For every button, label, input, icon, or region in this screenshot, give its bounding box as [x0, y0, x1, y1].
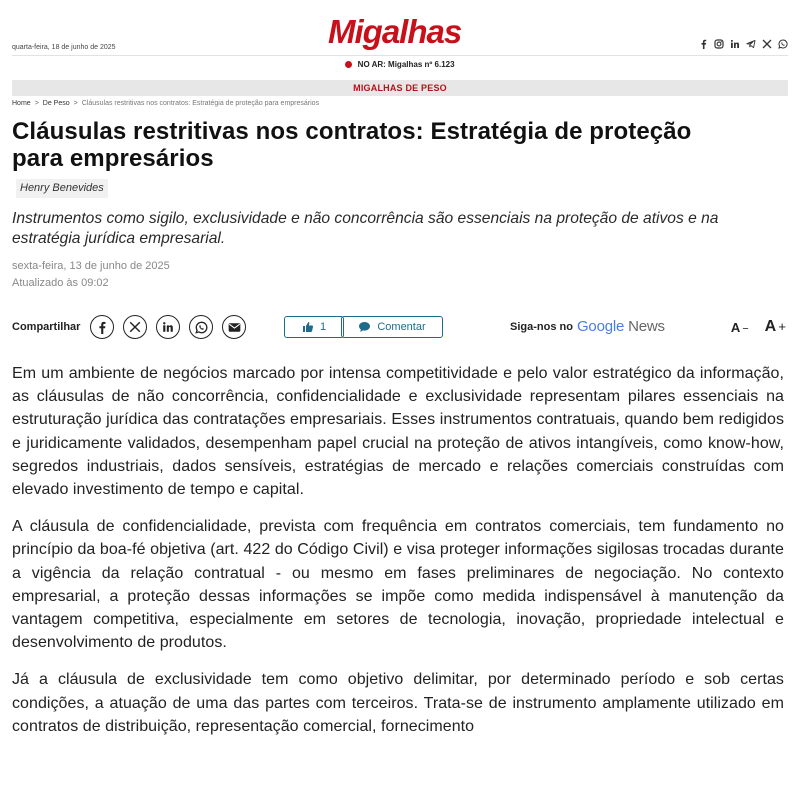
on-air-text: NO AR: Migalhas nº 6.123: [357, 60, 455, 69]
font-size-controls: [731, 318, 786, 336]
plus-icon: +: [778, 319, 786, 334]
author-link[interactable]: Henry Benevides: [16, 179, 108, 198]
article-lead: Instrumentos como sigilo, exclusividade e não concorrência são essenciais na proteção de ativos e na estratégia jurídica empresarial.: [12, 210, 719, 247]
google-news-follow[interactable]: [510, 318, 665, 335]
google-news-logo: [577, 318, 665, 335]
share-label: Compartilhar: [12, 321, 81, 333]
header-social: [698, 39, 788, 49]
news-word: News: [628, 318, 665, 335]
header-divider: [12, 55, 788, 56]
breadcrumb-separator: >: [34, 100, 39, 107]
comment-label: Comentar: [377, 321, 426, 333]
logo-text: Migalhas: [328, 13, 462, 50]
on-air-link[interactable]: [0, 60, 800, 69]
share-x-button[interactable]: [123, 315, 147, 339]
whatsapp-icon[interactable]: [778, 39, 788, 49]
section-title: MIGALHAS DE PESO: [353, 83, 447, 93]
linkedin-icon[interactable]: [730, 39, 740, 49]
facebook-icon[interactable]: [698, 39, 708, 49]
live-dot-icon: [345, 61, 352, 68]
site-header: [0, 0, 800, 62]
site-logo[interactable]: [328, 6, 461, 52]
share-email-button[interactable]: [222, 315, 246, 339]
breadcrumb-home[interactable]: Home: [12, 100, 31, 107]
facebook-icon: [96, 321, 108, 334]
publication-info: [12, 258, 170, 292]
share-whatsapp-button[interactable]: [189, 315, 213, 339]
thumbs-up-icon: [302, 321, 314, 333]
share-facebook-button[interactable]: [90, 315, 114, 339]
linkedin-icon: [162, 321, 174, 333]
updated-time: Atualizado às 09:02: [12, 277, 109, 289]
minus-icon: −: [742, 322, 749, 335]
article-paragraph: Já a cláusula de exclusividade tem como objetivo delimitar, por determinado período e sob certas condições, a atuação de uma das partes com terceiros. Trata-se de instrumento amplamente utilizado em contratos de distribuição, representação comercial, fornecimento: [12, 671, 784, 735]
comment-button[interactable]: [341, 316, 443, 338]
like-count: 1: [319, 321, 327, 333]
breadcrumb: [12, 100, 319, 107]
x-icon: [129, 321, 141, 333]
breadcrumb-category[interactable]: De Peso: [42, 100, 70, 107]
instagram-icon[interactable]: [714, 39, 724, 49]
published-date: sexta-feira, 13 de junho de 2025: [12, 260, 170, 272]
article-body: [12, 362, 784, 752]
follow-label: Siga-nos no: [510, 320, 573, 333]
email-icon: [228, 322, 241, 333]
article-paragraph: A cláusula de confidencialidade, prevista com frequência em contratos comerciais, tem fundamento no princípio da boa-fé objetiva (art. 422 do Código Civil) e visa proteger informações sigilosas trocadas durante a vigência da relação contratual - ou mesmo em fases preliminares de negociação. No contexto empresarial, a proteção dessas informações se impõe como medida indispensável à manutenção da vantagem competitiva, especialmente em setores de tecnologia, inovação, propriedade intelectual e desenvolvimento de produtos.: [12, 518, 784, 652]
breadcrumb-current: Cláusulas restritivas nos contratos: Estratégia de proteção para empresários: [81, 100, 320, 107]
article-paragraph: Em um ambiente de negócios marcado por intensa competitividade e pelo valor estratégico da informação, as cláusulas de não concorrência, confidencialidade e exclusividade representam pilares essenciais na estruturação jurídica das contratações empresariais. Esses instrumentos contratuais, quando bem redigidos e juridicamente validados, desempenham papel crucial na proteção de ativos intangíveis, como know-how, segredos industriais, dados sensíveis, estratégias de mercado e relações comerciais construídas com elevado investimento de tempo e capital.: [12, 365, 784, 499]
share-icons: [90, 315, 246, 339]
header-date: quarta-feira, 18 de junho de 2025: [12, 44, 116, 51]
x-icon[interactable]: [762, 39, 772, 49]
page-title: Cláusulas restritivas nos contratos: Estratégia de proteção para empresários: [12, 118, 692, 172]
share-bar: [12, 314, 788, 342]
font-decrease-button[interactable]: A −: [730, 319, 749, 335]
google-word: Google: [576, 318, 625, 335]
whatsapp-icon: [195, 321, 208, 334]
share-linkedin-button[interactable]: [156, 315, 180, 339]
telegram-icon[interactable]: [746, 39, 756, 49]
comment-icon: [358, 321, 371, 333]
section-bar[interactable]: [12, 80, 788, 96]
breadcrumb-separator: >: [73, 100, 78, 107]
like-button[interactable]: [284, 316, 344, 338]
font-increase-button[interactable]: A +: [764, 318, 786, 335]
